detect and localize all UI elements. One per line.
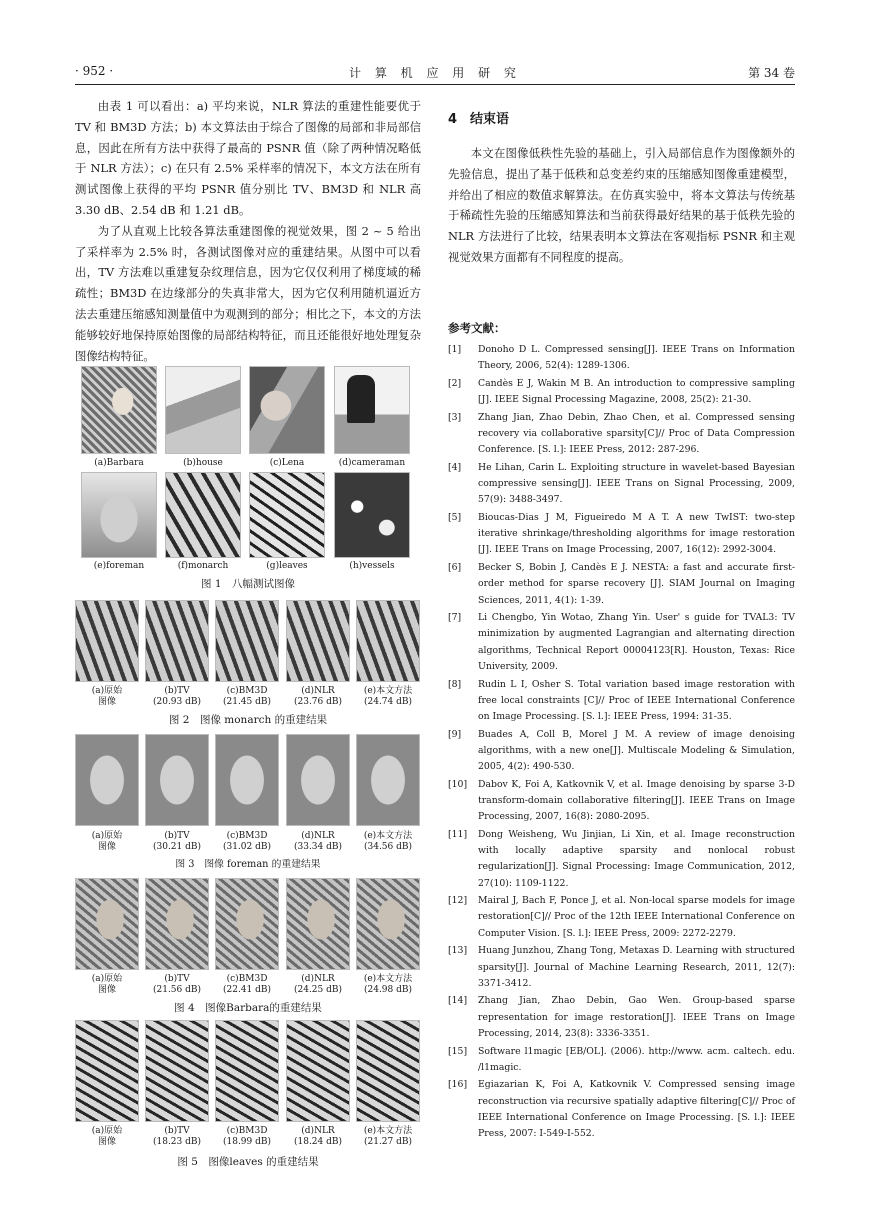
image-house <box>165 366 241 454</box>
fig2-caption-c <box>215 686 279 708</box>
leaves-proposed <box>356 1020 420 1122</box>
reference-item <box>448 1077 795 1142</box>
reference-number: [13] <box>448 945 468 957</box>
reference-text: Zhang Jian, Zhao Debin, Zhao Chen, et al. Compressed sensing recovery via collaborative sparsity[C]// Proc of Data Compression Conference. [S. l.]: IEEE Press, 2012: 287-296. <box>478 411 795 456</box>
reference-item <box>448 727 795 776</box>
reference-item <box>448 342 795 374</box>
reference-number: [12] <box>448 895 468 907</box>
reference-text: Donoho D L. Compressed sensing[J]. IEEE Trans on Information Theory, 2006, 52(4): 1289-1306. <box>478 344 795 372</box>
caption-foreman: (e)foreman <box>93 561 145 571</box>
reference-item <box>448 376 795 408</box>
image-foreman <box>81 472 157 558</box>
monarch-nlr <box>286 600 350 682</box>
barbara-tv <box>145 878 209 970</box>
barbara-bm3d <box>215 878 279 970</box>
fig3-caption-e-line2: (34.56 dB) <box>363 842 413 852</box>
fig3-caption-c <box>215 831 279 853</box>
caption-vessels: (h)vessels <box>349 561 395 571</box>
page-header <box>75 62 795 85</box>
references-title: 参考文献： <box>448 321 506 335</box>
fig3-caption-e <box>356 831 420 853</box>
references <box>448 314 795 1144</box>
fig2-caption-b-line1: (b)TV <box>164 686 190 696</box>
fig2-caption-b-line2: (20.93 dB) <box>152 697 202 707</box>
reference-item <box>448 827 795 892</box>
reference-item <box>448 410 795 459</box>
reference-item <box>448 510 795 559</box>
reference-item <box>448 943 795 992</box>
fig5-caption-d-line2: (18.24 dB) <box>293 1137 343 1147</box>
fig3-caption-a-line1: (a)原始 <box>91 831 123 841</box>
reference-number: [6] <box>448 562 462 574</box>
fig2-caption-a-line2: 图像 <box>97 697 116 707</box>
fig4-caption-b-line1: (b)TV <box>164 974 190 984</box>
reference-item <box>448 677 795 726</box>
fig4-caption-c-line2: (22.41 dB) <box>222 985 272 995</box>
fig5-caption-c-line1: (c)BM3D <box>226 1126 268 1136</box>
fig4-caption-e-line1: (e)本文方法 <box>363 974 413 984</box>
leaves-bm3d <box>215 1020 279 1122</box>
image-vessels <box>334 472 410 558</box>
fig2-caption-b <box>145 686 209 708</box>
fig5-caption-e-line2: (21.27 dB) <box>363 1137 413 1147</box>
reference-number: [15] <box>448 1045 468 1057</box>
fig4-caption-a-line2: 图像 <box>97 985 116 995</box>
figure-3-title: 图 3 图像 foreman 的重建结果 <box>175 859 321 870</box>
fig5-caption-e-line1: (e)本文方法 <box>363 1126 413 1136</box>
fig5-caption-b <box>145 1126 209 1148</box>
monarch-original <box>75 600 139 682</box>
fig5-caption-a-line2: 图像 <box>97 1137 116 1147</box>
fig4-caption-d <box>286 974 350 996</box>
fig4-caption-c <box>215 974 279 996</box>
reference-number: [3] <box>448 411 462 423</box>
monarch-bm3d <box>215 600 279 682</box>
fig2-caption-e-line2: (24.74 dB) <box>363 697 413 707</box>
fig3-caption-e-line1: (e)本文方法 <box>363 831 413 841</box>
fig4-caption-a-line1: (a)原始 <box>91 974 123 984</box>
reference-text: Software l1magic [EB/OL]. (2006). http://www. acm. caltech. edu. /l1magic. <box>478 1045 795 1073</box>
fig3-caption-c-line2: (31.02 dB) <box>222 842 272 852</box>
image-monarch <box>165 472 241 558</box>
fig2-caption-c-line1: (c)BM3D <box>226 686 268 696</box>
page-number: · 952 · <box>75 64 114 78</box>
results-paragraph-2: 为了从直观上比较各算法重建图像的视觉效果，图 2 ~ 5 给出了采样率为 2.5% 时，各测试图像对应的重建结果。从图中可以看出，TV 方法难以重建复杂纹理信息，因为它仅仅利用了梯度域的稀疏性；BM3D 在边缘部分的失真非常大，因为它仅利用随机逼近方法去重建压缩感知测量值中为观测到的部分；相比之下，本文的方法能够较好地保持原始图像的局部结构特征，而且还能很好地处理复杂图像结构特征。 <box>75 223 421 363</box>
image-cameraman <box>334 366 410 454</box>
reference-text: He Lihan, Carin L. Exploiting structure in wavelet-based Bayesian compressive sensing[J]. IEEE Trans on Signal Processing, 2009, 57(9): 3488-3497. <box>478 461 795 506</box>
foreman-original <box>75 734 139 826</box>
reference-text: Buades A, Coll B, Morel J M. A review of image denoising algorithms, with a new one[J]. Multiscale Modeling & Simulation, 2005, 4(2): 490-530. <box>478 728 795 773</box>
figure-1 <box>75 366 421 596</box>
reference-item <box>448 560 795 609</box>
foreman-bm3d <box>215 734 279 826</box>
reference-number: [2] <box>448 377 462 389</box>
fig4-caption-d-line1: (d)NLR <box>301 974 335 984</box>
reference-list <box>448 342 795 1142</box>
figure-3 <box>75 734 421 874</box>
figure-5 <box>75 1020 421 1170</box>
reference-item <box>448 777 795 826</box>
figure-4 <box>75 878 421 1018</box>
fig4-caption-c-line1: (c)BM3D <box>226 974 268 984</box>
caption-leaves: (g)leaves <box>266 561 308 571</box>
fig5-caption-b-line2: (18.23 dB) <box>152 1137 202 1147</box>
fig2-caption-c-line2: (21.45 dB) <box>222 697 272 707</box>
fig3-caption-b <box>145 831 209 853</box>
fig5-caption-d <box>286 1126 350 1148</box>
caption-cameraman: (d)cameraman <box>338 458 406 468</box>
fig3-caption-a <box>75 831 139 853</box>
reference-text: Becker S, Bobin J, Candès E J. NESTA: a fast and accurate first-order method for sparse recovery [J]. SIAM Journal on Imaging Sciences, 2011, 4(1): 1-39. <box>478 562 795 606</box>
figure-5-title: 图 5 图像leaves 的重建结果 <box>177 1156 319 1168</box>
reference-number: [8] <box>448 678 462 690</box>
leaves-tv <box>145 1020 209 1122</box>
reference-text: Bioucas-Dias J M, Figueiredo M A T. A new TwIST: two-step iterative shrinkage/thresholding algorithms for image restoration [J]. IEEE Trans on Image Processing, 2007, 16(12): 2992-3004. <box>478 512 795 556</box>
fig5-caption-b-line1: (b)TV <box>164 1126 190 1136</box>
caption-barbara: (a)Barbara <box>94 458 144 468</box>
fig2-caption-d-line2: (23.76 dB) <box>293 697 343 707</box>
caption-monarch: (f)monarch <box>177 561 229 571</box>
image-leaves <box>249 472 325 558</box>
reference-item <box>448 993 795 1042</box>
caption-house: (b)house <box>183 458 223 468</box>
reference-text: Egiazarian K, Foi A, Katkovnik V. Compressed sensing image reconstruction via recursive spatially adaptive filtering[C]// Proc of IEEE International Conference on Image Processing. [S. l.]: IEEE Press, 2007: I-549-I-552. <box>478 1079 795 1140</box>
fig3-caption-b-line1: (b)TV <box>164 831 190 841</box>
reference-number: [14] <box>448 995 468 1007</box>
caption-lena: (c)Lena <box>269 458 305 468</box>
figure-4-title: 图 4 图像Barbara的重建结果 <box>174 1002 322 1014</box>
conclusion-paragraph: 本文在图像低秩性先验的基础上，引入局部信息作为图像额外的先验信息，提出了基于低秩和总变差约束的压缩感知图像重建模型，并给出了相应的数值求解算法。在仿真实验中，将本文算法与传统基于稀疏性先验的压缩感知算法和当前获得最好结果的基于低秩先验的 NLR 方法进行了比较，结果表明本文算法在客观指标 PSNR 和主观视觉效果方面都有不同程度的提高。 <box>448 146 795 264</box>
fig3-caption-b-line2: (30.21 dB) <box>152 842 202 852</box>
reference-number: [9] <box>448 728 462 740</box>
monarch-tv <box>145 600 209 682</box>
fig2-caption-e-line1: (e)本文方法 <box>363 686 413 696</box>
left-column <box>75 96 421 366</box>
leaves-original <box>75 1020 139 1122</box>
fig5-caption-c <box>215 1126 279 1148</box>
foreman-proposed <box>356 734 420 826</box>
reference-text: Candès E J, Wakin M B. An introduction to compressive sampling [J]. IEEE Signal Processing Magazine, 2008, 25(2): 21-30. <box>478 377 795 406</box>
reference-text: Huang Junzhou, Zhang Tong, Metaxas D. Learning with structured sparsity[J]. Journal of Machine Learning Research, 2011, 12(7): 3371-3412. <box>478 945 795 989</box>
fig2-caption-a <box>75 686 139 708</box>
foreman-nlr <box>286 734 350 826</box>
reference-number: [4] <box>448 461 462 473</box>
fig5-caption-e <box>356 1126 420 1148</box>
image-lena <box>249 366 325 454</box>
fig2-caption-e <box>356 686 420 708</box>
reference-text: Dong Weisheng, Wu Jinjian, Li Xin, et al. Image reconstruction with locally adaptive sparsity and nonlocal robust regularization[J]. Signal Processing: Image Communication, 2012, 27(10): 1109-1122. <box>478 828 795 889</box>
fig3-caption-a-line2: 图像 <box>97 842 116 852</box>
reference-item <box>448 460 795 509</box>
reference-item <box>448 1044 795 1076</box>
fig4-caption-a <box>75 974 139 996</box>
fig3-caption-d-line1: (d)NLR <box>301 831 335 841</box>
fig3-caption-d-line2: (33.34 dB) <box>293 842 343 852</box>
reference-text: Dabov K, Foi A, Katkovnik V, et al. Image denoising by sparse 3-D transform-domain collaborative filtering[J]. IEEE Trans on Image Processing, 2007, 16(8): 2080-2095. <box>478 778 795 823</box>
section-title-conclusion: 4 结束语 <box>448 112 510 127</box>
reference-item <box>448 893 795 942</box>
reference-number: [7] <box>448 612 462 624</box>
barbara-proposed <box>356 878 420 970</box>
fig2-caption-d-line1: (d)NLR <box>301 686 335 696</box>
foreman-tv <box>145 734 209 826</box>
reference-text: Li Chengbo, Yin Wotao, Zhang Yin. User' s guide for TVAL3: TV minimization by augmented Lagrangian and alternating direction algorithms, Technical Report 00004123[R]. Houston, Texas: Rice University, 2009. <box>478 612 795 672</box>
reference-text: Zhang Jian, Zhao Debin, Gao Wen. Group-based sparse representation for image restoration[J]. IEEE Trans on Image Processing, 2014, 23(8): 3336-3351. <box>478 995 795 1039</box>
monarch-proposed <box>356 600 420 682</box>
figure-2-title: 图 2 图像 monarch 的重建结果 <box>168 714 328 726</box>
image-barbara <box>81 366 157 454</box>
fig5-caption-a <box>75 1126 139 1148</box>
fig3-caption-d <box>286 831 350 853</box>
reference-number: [10] <box>448 778 468 790</box>
fig4-caption-d-line2: (24.25 dB) <box>293 985 343 995</box>
right-column <box>448 108 795 268</box>
fig4-caption-b <box>145 974 209 996</box>
journal-name: 计 算 机 应 用 研 究 <box>349 66 521 80</box>
reference-number: [16] <box>448 1079 468 1091</box>
reference-text: Mairal J, Bach F, Ponce J, et al. Non-local sparse models for image restoration[C]// Proc of the 12th IEEE International Conference on Computer Vision. [S. l.]: IEEE Press, 2009: 2272-2279. <box>478 895 795 939</box>
fig2-caption-d <box>286 686 350 708</box>
barbara-original <box>75 878 139 970</box>
fig4-caption-b-line2: (21.56 dB) <box>152 985 202 995</box>
fig3-caption-c-line1: (c)BM3D <box>226 831 268 841</box>
fig4-caption-e <box>356 974 420 996</box>
barbara-nlr <box>286 878 350 970</box>
figure-1-title: 图 1 八幅测试图像 <box>200 578 296 590</box>
fig4-caption-e-line2: (24.98 dB) <box>363 985 413 995</box>
reference-text: Rudin L I, Osher S. Total variation based image restoration with free local constraints [C]// Proc of IEEE International Conference on Image Processing. [S. l.]: IEEE Press, 1994: 31-35. <box>478 678 795 722</box>
volume-number: 第 34 卷 <box>748 66 795 80</box>
fig5-caption-d-line1: (d)NLR <box>301 1126 335 1136</box>
fig5-caption-a-line1: (a)原始 <box>91 1126 123 1136</box>
reference-number: [5] <box>448 512 462 524</box>
fig2-caption-a-line1: (a)原始 <box>91 686 123 696</box>
fig5-caption-c-line2: (18.99 dB) <box>222 1137 272 1147</box>
figure-2 <box>75 600 421 730</box>
reference-number: [11] <box>448 828 468 840</box>
leaves-nlr <box>286 1020 350 1122</box>
reference-item <box>448 610 795 675</box>
reference-number: [1] <box>448 344 462 355</box>
results-paragraph-1: 由表 1 可以看出：a) 平均来说，NLR 算法的重建性能要优于 TV 和 BM3D 方法；b) 本文算法由于综合了图像的局部和非局部信息，因此在所有方法中获得了最高的 PSNR 值（除了两种情况略低于 NLR 方法）；c) 在只有 2.5% 采样率的情况下，本文方法在所有测试图像上获得的平均 PSNR 值分别比 TV、BM3D 和 NLR 高 3.30 dB、2.54 dB 和 1.21 dB。 <box>75 99 421 217</box>
